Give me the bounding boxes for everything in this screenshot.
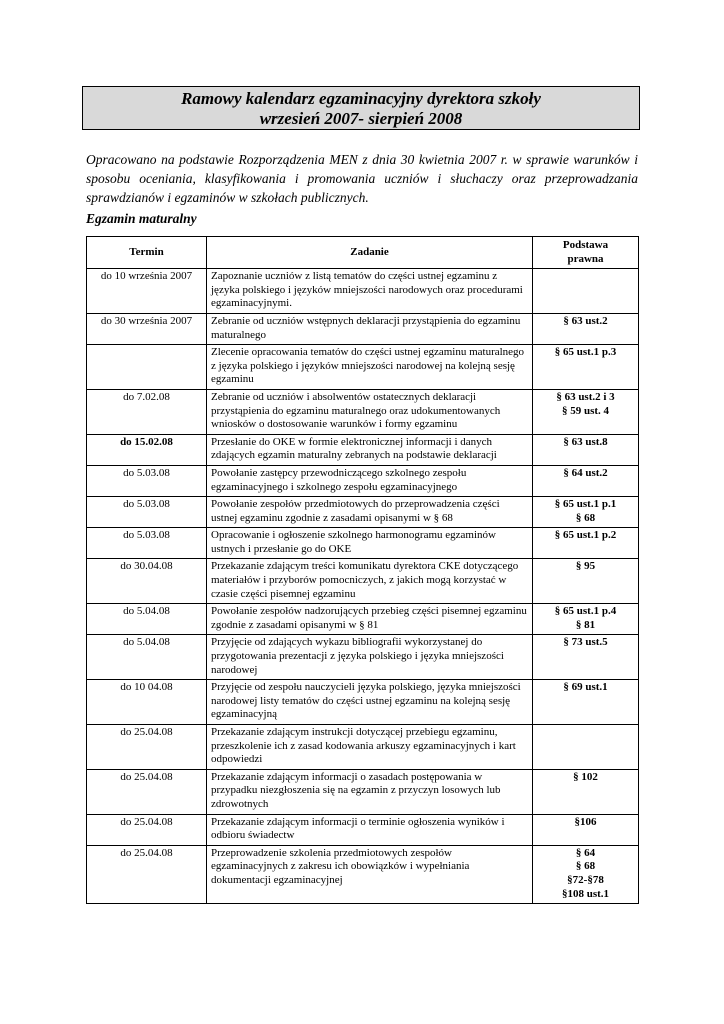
row-legal-basis bbox=[533, 345, 639, 390]
row-legal-basis bbox=[533, 559, 639, 604]
row-task: Przekazanie zdającym informacji o zasadach postępowania w przypadku niezgłoszenia się na egzamin z przyczyn losowych lub zdrowotnych bbox=[207, 769, 533, 814]
table-row bbox=[87, 313, 639, 344]
row-term: do 25.04.08 bbox=[87, 769, 207, 814]
row-task: Powołanie zastępcy przewodniczącego szkolnego zespołu egzaminacyjnego i szkolnego zespołu egzaminacyjnego bbox=[207, 465, 533, 496]
row-legal-basis bbox=[533, 680, 639, 725]
intro-paragraph: Opracowano na podstawie Rozporządzenia MEN z dnia 30 kwietnia 2007 r. w sprawie warunków i sposobu oceniania, klasyfikowania i promowania uczniów i słuchaczy oraz przeprowadzania sprawdzianów i egzaminów w szkołach publicznych. bbox=[86, 152, 638, 205]
row-term: do 25.04.08 bbox=[87, 725, 207, 770]
row-term: do 5.03.08 bbox=[87, 497, 207, 528]
row-legal-basis bbox=[533, 497, 639, 528]
row-task: Przyjęcie od zdających wykazu bibliografii wykorzystanej do przygotowania prezentacji z języka polskiego i języka mniejszości narodowej bbox=[207, 635, 533, 680]
row-term: do 25.04.08 bbox=[87, 814, 207, 845]
row-legal-basis bbox=[533, 465, 639, 496]
legal-basis-line: § 68 bbox=[575, 860, 596, 873]
legal-basis-line: § 63 ust.2 i 3 bbox=[556, 390, 615, 403]
row-legal-basis bbox=[533, 725, 639, 770]
row-task: Powołanie zespołów nadzorujących przebieg części pisemnej egzaminu zgodnie z zasadami opisanymi w § 81 bbox=[207, 604, 533, 635]
table-row bbox=[87, 269, 639, 314]
table-row bbox=[87, 528, 639, 559]
row-task: Przekazanie zdającym informacji o terminie ogłoszenia wyników i odbioru świadectw bbox=[207, 814, 533, 845]
document-title-box bbox=[82, 86, 640, 130]
row-legal-basis bbox=[533, 635, 639, 680]
row-term: do 10 04.08 bbox=[87, 680, 207, 725]
legal-basis-line: § 64 bbox=[575, 846, 596, 859]
legal-basis-line: § 64 ust.2 bbox=[563, 466, 608, 479]
title-line-1: Ramowy kalendarz egzaminacyjny dyrektora szkoły bbox=[181, 89, 541, 108]
row-task: Przekazanie zdającym treści komunikatu dyrektora CKE dotyczącego materiałów i przyborów pomocniczych, z jakich mogą korzystać w czasie części pisemnej egzaminu bbox=[207, 559, 533, 604]
table-row bbox=[87, 604, 639, 635]
row-task: Przyjęcie od zespołu nauczycieli języka polskiego, języka mniejszości narodowej listy tematów do części ustnej egzaminu na kolejną sesję egzaminacyjną bbox=[207, 680, 533, 725]
legal-basis-line: § 63 ust.2 bbox=[563, 314, 608, 327]
row-term: do 5.03.08 bbox=[87, 465, 207, 496]
legal-basis-line: § 73 ust.5 bbox=[563, 636, 608, 649]
row-task: Opracowanie i ogłoszenie szkolnego harmonogramu egzaminów ustnych i przesłanie go do OKE bbox=[207, 528, 533, 559]
table-row bbox=[87, 635, 639, 680]
row-task: Zapoznanie uczniów z listą tematów do części ustnej egzaminu z języka polskiego i języków mniejszości narodowych oraz procedurami egzaminacyjnymi. bbox=[207, 269, 533, 314]
row-task: Zlecenie opracowania tematów do części ustnej egzaminu maturalnego z języka polskiego i języków mniejszości narodowej na kolejną sesję egzaminu bbox=[207, 345, 533, 390]
row-legal-basis bbox=[533, 389, 639, 434]
table-row bbox=[87, 497, 639, 528]
row-task: Zebranie od uczniów i absolwentów ostatecznych deklaracji przystąpienia do egzaminu maturalnego oraz udokumentowanych wniosków o dostosowanie warunków i formy egzaminu bbox=[207, 389, 533, 434]
row-task: Zebranie od uczniów wstępnych deklaracji przystąpienia do egzaminu maturalnego bbox=[207, 313, 533, 344]
row-legal-basis bbox=[533, 769, 639, 814]
header-task: Zadanie bbox=[207, 237, 533, 269]
table-row bbox=[87, 725, 639, 770]
row-task: Powołanie zespołów przedmiotowych do przeprowadzenia części ustnej egzaminu zgodnie z zasadami opisanymi w § 68 bbox=[207, 497, 533, 528]
row-term: do 30.04.08 bbox=[87, 559, 207, 604]
row-term: do 5.04.08 bbox=[87, 604, 207, 635]
section-title: Egzamin maturalny bbox=[86, 211, 197, 226]
row-legal-basis bbox=[533, 528, 639, 559]
row-legal-basis bbox=[533, 434, 639, 465]
row-term: do 30 września 2007 bbox=[87, 313, 207, 344]
table-row bbox=[87, 345, 639, 390]
table-row bbox=[87, 559, 639, 604]
row-term: do 5.03.08 bbox=[87, 528, 207, 559]
legal-basis-line: §106 bbox=[574, 815, 597, 828]
row-term: do 7.02.08 bbox=[87, 389, 207, 434]
legal-basis-line: § 81 bbox=[575, 618, 596, 631]
row-legal-basis bbox=[533, 814, 639, 845]
table-row bbox=[87, 465, 639, 496]
legal-basis-line: § 69 ust.1 bbox=[563, 681, 608, 694]
legal-basis-line: § 65 ust.1 p.4 bbox=[554, 605, 617, 618]
table-row bbox=[87, 814, 639, 845]
row-term: do 5.04.08 bbox=[87, 635, 207, 680]
legal-basis-line: § 95 bbox=[575, 560, 596, 573]
table-row bbox=[87, 389, 639, 434]
row-term bbox=[87, 345, 207, 390]
row-task: Przeprowadzenie szkolenia przedmiotowych zespołów egzaminacyjnych z zakresu ich obowiązków i wypełniania dokumentacji egzaminacyjnej bbox=[207, 845, 533, 903]
row-task: Przesłanie do OKE w formie elektronicznej informacji i danych zdających egzamin maturalny zebranych na podstawie deklaracji bbox=[207, 434, 533, 465]
table-header-row bbox=[87, 237, 639, 269]
header-basis-line-2: prawna bbox=[567, 252, 604, 265]
table-row bbox=[87, 680, 639, 725]
table-body bbox=[87, 269, 639, 904]
legal-basis-line: § 65 ust.1 p.3 bbox=[554, 346, 617, 359]
legal-basis-line: §108 ust.1 bbox=[561, 887, 610, 900]
row-term: do 15.02.08 bbox=[87, 434, 207, 465]
legal-basis-line: § 63 ust.8 bbox=[563, 435, 608, 448]
header-basis-line-1: Podstawa bbox=[562, 239, 609, 251]
exam-calendar-table bbox=[86, 236, 639, 904]
table-row bbox=[87, 769, 639, 814]
legal-basis-line: § 65 ust.1 p.1 bbox=[554, 498, 617, 511]
row-legal-basis bbox=[533, 269, 639, 314]
row-term: do 25.04.08 bbox=[87, 845, 207, 903]
legal-basis-line: §72-§78 bbox=[567, 873, 604, 886]
table-row bbox=[87, 845, 639, 903]
legal-basis-line: § 59 ust. 4 bbox=[561, 404, 610, 417]
title-line-2: wrzesień 2007- sierpień 2008 bbox=[259, 109, 463, 128]
header-basis bbox=[533, 237, 639, 269]
header-term: Termin bbox=[87, 237, 207, 269]
legal-basis-line: § 65 ust.1 p.2 bbox=[554, 529, 617, 542]
legal-basis-line: § 68 bbox=[575, 511, 596, 524]
legal-basis-line: § 102 bbox=[573, 770, 598, 783]
row-task: Przekazanie zdającym instrukcji dotyczącej przebiegu egzaminu, przeszkolenie ich z zasad kodowania arkuszy egzaminacyjnych i kart odpowiedzi bbox=[207, 725, 533, 770]
table-row bbox=[87, 434, 639, 465]
row-term: do 10 września 2007 bbox=[87, 269, 207, 314]
row-legal-basis bbox=[533, 604, 639, 635]
row-legal-basis bbox=[533, 845, 639, 903]
row-legal-basis bbox=[533, 313, 639, 344]
